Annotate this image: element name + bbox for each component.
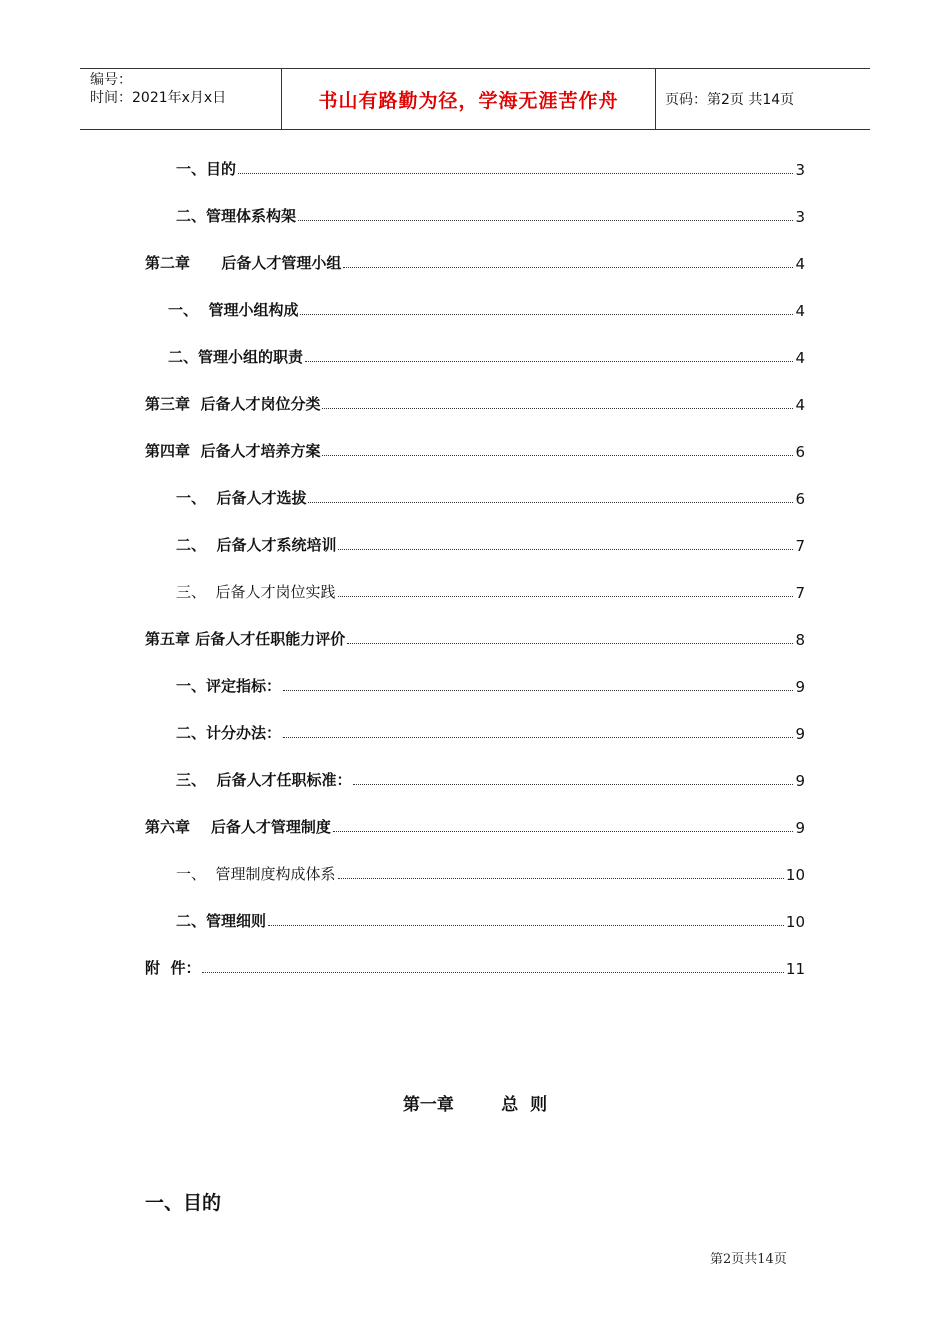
toc-dot-leader [338,595,794,597]
toc-entry-title: 第五章 后备人才任职能力评价 [145,630,346,648]
header-motto-cell [281,69,656,129]
toc-entry-title: 二、管理小组的职责 [168,348,304,366]
toc-dot-leader [202,971,783,973]
toc-entry[interactable] [176,157,805,179]
toc-entry-page: 8 [795,631,805,649]
toc-entry[interactable] [145,627,805,649]
toc-entry-page: 6 [795,443,805,461]
toc-entry[interactable] [145,251,805,273]
toc-entry[interactable] [176,768,805,790]
chapter-title: 第一章 总 则 [402,1095,548,1115]
toc-entry[interactable] [176,580,805,602]
toc-entry-title: 三、 后备人才岗位实践 [176,583,336,601]
header-page-cell [655,69,880,129]
toc-entry[interactable] [176,909,805,931]
toc-entry-page: 9 [795,725,805,743]
toc-entry-title: 一、 管理小组构成 [168,301,299,319]
toc-dot-leader [300,313,793,315]
page-footer: 第2页共14页 [710,1252,787,1267]
toc-entry-page: 4 [795,396,805,414]
date-label: 时间：2021年x月x日 [90,90,227,106]
toc-dot-leader [283,736,793,738]
toc-dot-leader [298,219,793,221]
header-page-code: 页码：第2页 共14页 [665,92,795,108]
toc-entry-page: 4 [795,349,805,367]
toc-dot-leader [268,924,784,926]
toc-entry[interactable] [145,815,805,837]
toc-entry-title: 一、 后备人才选拔 [176,489,307,507]
toc-entry-page: 10 [785,913,805,931]
serial-label: 编号： [90,72,132,88]
toc-entry-title: 二、 后备人才系统培训 [176,536,337,554]
toc-entry-title: 一、 管理制度构成体系 [176,865,336,883]
toc-dot-leader [338,548,793,550]
toc-entry[interactable] [176,533,805,555]
toc-entry[interactable] [176,674,805,696]
toc-entry-title: 附 件： [145,959,201,977]
toc-entry-title: 一、评定指标： [176,677,282,695]
header-motto: 书山有路勤为径，学海无涯苦作舟 [318,89,619,112]
toc-entry-page: 7 [795,584,805,602]
toc-entry[interactable] [176,721,805,743]
toc-dot-leader [305,360,793,362]
toc-dot-leader [308,501,793,503]
toc-entry-page: 9 [795,819,805,837]
toc-entry-title: 第三章 后备人才岗位分类 [145,395,321,413]
toc-entry-title: 三、 后备人才任职标准： [176,771,352,789]
toc-dot-leader [322,407,793,409]
toc-entry[interactable] [145,392,805,414]
toc-dot-leader [347,642,793,644]
toc-dot-leader [333,830,794,832]
toc-entry-page: 4 [795,302,805,320]
toc-entry[interactable] [145,439,805,461]
toc-dot-leader [353,783,793,785]
toc-entry[interactable] [176,862,805,884]
toc-entry-title: 二、管理细则 [176,912,267,930]
toc-entry-title: 第二章 后备人才管理小组 [145,254,342,272]
toc-dot-leader [338,877,784,879]
toc-entry-page: 3 [795,208,805,226]
toc-entry[interactable] [176,486,805,508]
header-meta [80,69,281,129]
toc-entry-page: 11 [785,960,805,978]
toc-dot-leader [238,172,793,174]
toc-entry-title: 二、管理体系构架 [176,207,297,225]
toc-entry-title: 二、计分办法： [176,724,282,742]
toc-entry[interactable] [145,956,805,978]
page-header [80,68,870,130]
toc-entry-title: 第六章 后备人才管理制度 [145,818,331,836]
toc-entry-page: 10 [785,866,805,884]
toc-entry-page: 7 [795,537,805,555]
toc-entry-page: 9 [795,678,805,696]
toc-entry[interactable] [168,345,805,367]
toc-entry-title: 一、目的 [176,160,237,178]
toc-entry-page: 6 [795,490,805,508]
toc-entry-page: 9 [795,772,805,790]
toc-entry-page: 3 [795,161,805,179]
toc-dot-leader [343,266,793,268]
toc-entry-title: 第四章 后备人才培养方案 [145,442,321,460]
toc-dot-leader [322,454,793,456]
toc-entry[interactable] [176,204,805,226]
section-title: 一、目的 [145,1192,222,1214]
toc-dot-leader [283,689,793,691]
toc-entry[interactable] [168,298,805,320]
toc-entry-page: 4 [795,255,805,273]
